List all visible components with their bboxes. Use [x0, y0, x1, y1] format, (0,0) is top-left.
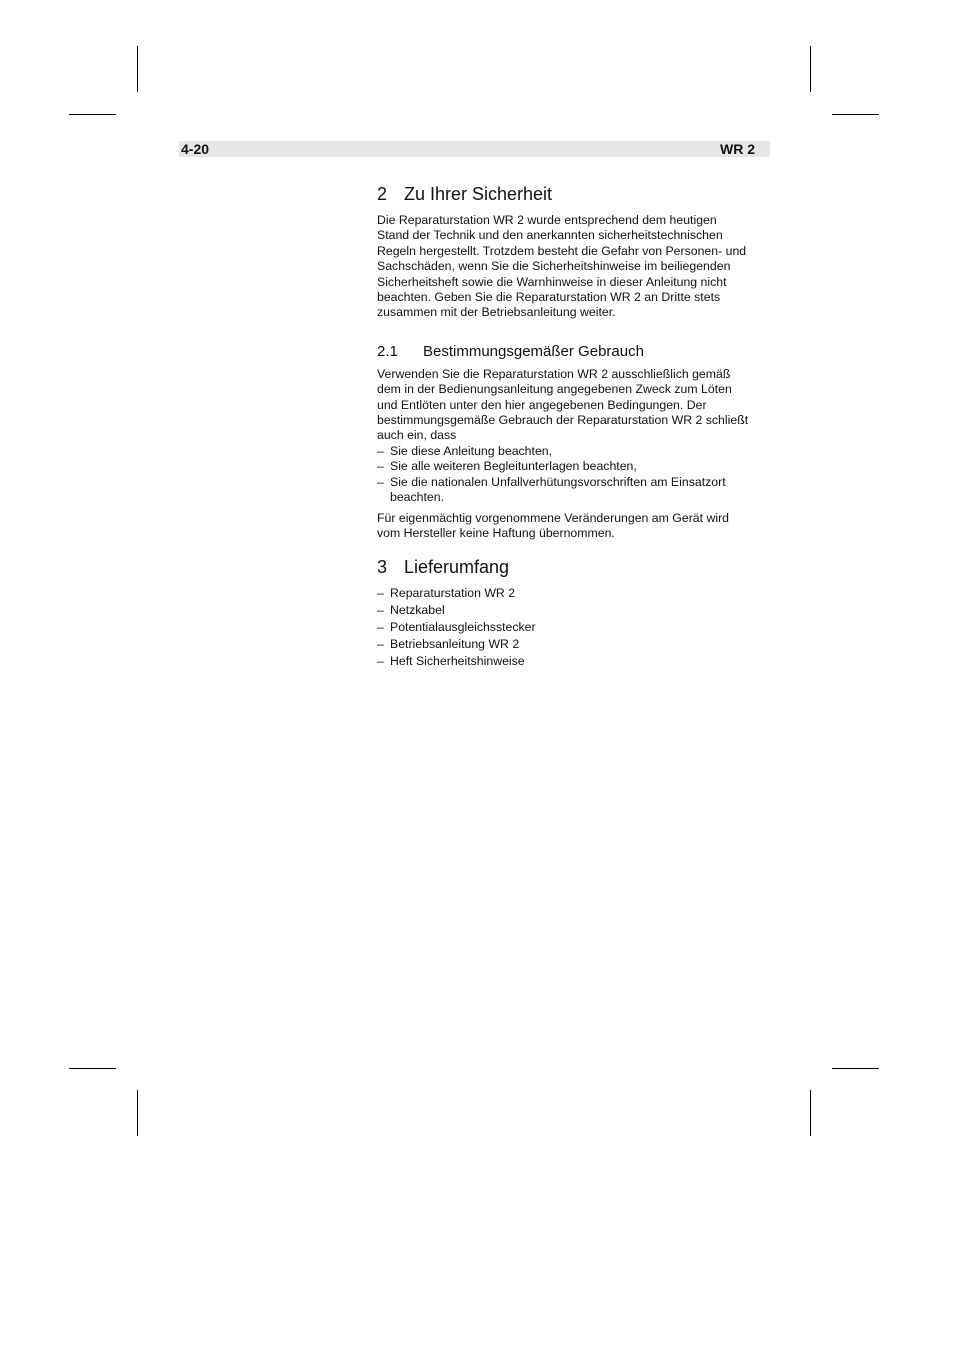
- list-item: – Heft Sicherheitshinweise: [377, 654, 525, 669]
- list-item: – Sie alle weiteren Begleitunterlagen beachten,: [377, 459, 637, 474]
- section-2-1-heading: 2.1 Bestimmungsgemäßer Gebrauch: [377, 342, 644, 360]
- page-header: [179, 141, 770, 157]
- model-label: WR 2: [720, 141, 755, 157]
- section-3-heading: 3 Lieferumfang: [377, 557, 510, 578]
- liability-note: Für eigenmächtig vorgenommene Veränderungen am Gerät wird vom Hersteller keine Haftung übernommen.: [377, 510, 730, 540]
- crop-mark: [832, 114, 879, 115]
- section-2-1-intro: Verwenden Sie die Reparaturstation WR 2 ausschließlich gemäß dem in der Bedienungsanleitung angegebenen Zweck zum Löten und Entlöten unter den hier angegebenen Bedingungen. Der bestimmungsgemäße Gebrauch der Reparaturstation WR 2 schließt auch ein, dass: [377, 366, 749, 443]
- page-number: 4-20: [181, 141, 210, 157]
- crop-mark: [810, 1090, 811, 1136]
- crop-mark: [810, 46, 811, 92]
- list-item: – Reparaturstation WR 2: [377, 586, 516, 601]
- page-content: [377, 180, 772, 670]
- list-item: – Betriebsanleitung WR 2: [377, 637, 520, 652]
- list-item: – Netzkabel: [377, 603, 445, 618]
- list-item: – Sie die nationalen Unfallverhütungsvorschriften am Einsatzort beachten.: [377, 474, 726, 505]
- usage-conditions-list: [377, 444, 772, 506]
- crop-mark: [69, 114, 116, 115]
- list-item: – Sie diese Anleitung beachten,: [377, 443, 553, 458]
- crop-mark: [832, 1068, 879, 1069]
- section-2-heading: 2 Zu Ihrer Sicherheit: [377, 184, 553, 204]
- crop-mark: [137, 1090, 138, 1136]
- crop-mark: [69, 1068, 116, 1069]
- delivery-scope-list: [377, 585, 772, 670]
- section-2-paragraph: Die Reparaturstation WR 2 wurde entsprechend dem heutigen Stand der Technik und den anerkannten sicherheitstechnischen Regeln hergestellt. Trotzdem besteht die Gefahr von Personen- und Sachschäden, wenn Sie die Sicherheitshinweise im beiliegenden Sicherheitsheft sowie die Warnhinweise in dieser Anleitung nicht beachten. Geben Sie die Reparaturstation WR 2 an Dritte stets zusammen mit der Betriebsanleitung weiter.: [377, 213, 747, 320]
- crop-mark: [137, 46, 138, 92]
- list-item: – Potentialausgleichsstecker: [377, 620, 536, 635]
